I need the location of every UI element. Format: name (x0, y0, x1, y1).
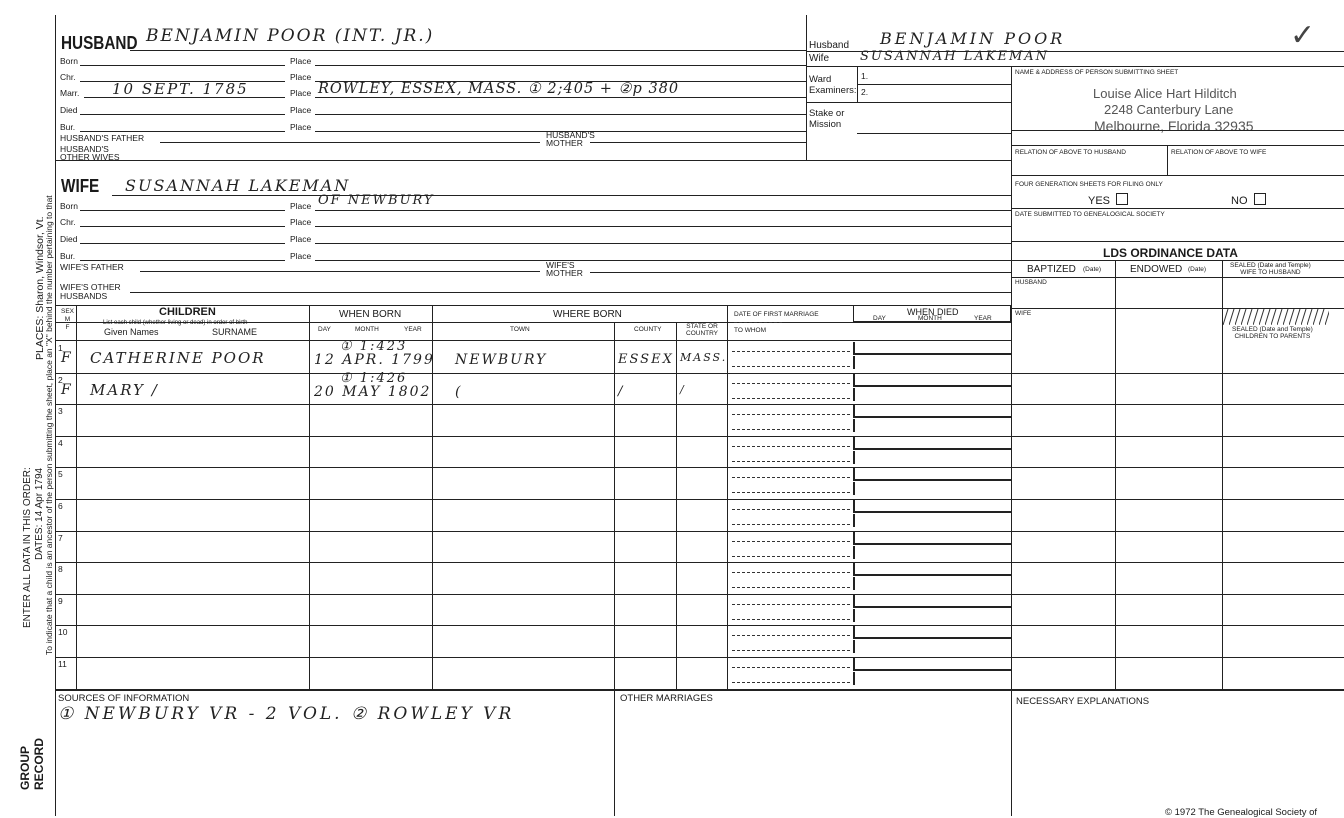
checkmark-icon: ✓ (1290, 18, 1316, 53)
child-name: MARY / (90, 381, 159, 399)
hatched-cell (1223, 309, 1329, 325)
child-row-number: 11 (58, 659, 67, 669)
wife-title: WIFE (61, 176, 100, 196)
child-birth-state: MASS. (680, 351, 728, 364)
yes-checkbox[interactable] (1116, 193, 1128, 205)
child-birth-town: NEWBURY (455, 352, 548, 368)
explanations-label: NECESSARY EXPLANATIONS (1016, 696, 1150, 707)
child-row-number: 9 (58, 596, 63, 606)
died-year-header: YEAR (974, 315, 992, 322)
examiners-label: Examiners: (809, 85, 857, 96)
no-checkbox[interactable] (1254, 193, 1266, 205)
wife-born-place-label: Place (290, 201, 312, 211)
header-husband-name: BENJAMIN POOR (880, 29, 1066, 48)
submitter-name: Louise Alice Hart Hilditch (1093, 86, 1237, 101)
lds-title: LDS ORDINANCE DATA (1103, 246, 1238, 260)
child-birth-date: 20 MAY 1802 (314, 384, 432, 400)
child-row-number: 1 (58, 343, 63, 353)
submitter-city: Melbourne, Florida 32935 (1094, 118, 1254, 134)
yes-label: YES (1088, 195, 1111, 207)
child-birth-town: ( (455, 384, 463, 400)
husband-chr-label: Chr. (60, 72, 76, 82)
no-label: NO (1231, 195, 1248, 207)
sources-text: ① NEWBURY VR - 2 VOL. ② ROWLEY VR (58, 704, 515, 724)
wife-other-husbands-label: WIFE'S OTHER HUSBANDS (60, 282, 121, 301)
relation-wife-label: RELATION OF ABOVE TO WIFE (1171, 149, 1267, 156)
wife-born-place: OF NEWBURY (318, 193, 435, 208)
group-label: GROUP (18, 745, 32, 790)
sealed-children-label: SEALED (Date and Temple) CHILDREN TO PARENTS (1232, 326, 1313, 340)
husband-marr-place-label: Place (290, 88, 312, 98)
stake-label: Stake or Mission (809, 108, 845, 130)
child-name: CATHERINE POOR (90, 349, 266, 367)
side-instruction-places: PLACES: Sharon, Windsor, Vt. (34, 216, 46, 360)
record-label: RECORD (32, 737, 46, 790)
header-wife-name: SUSANNAH LAKEMAN (860, 49, 1050, 64)
when-born-header: WHEN BORN (339, 309, 402, 320)
ward-label: Ward (809, 74, 832, 85)
child-sex: F (61, 382, 73, 398)
wife-chr-place-label: Place (290, 217, 312, 227)
endowed-date-label: (Date) (1188, 266, 1207, 273)
wife-bur-label: Bur. (60, 251, 76, 261)
lds-wife-label: WIFE (1015, 310, 1032, 317)
wife-bur-place-label: Place (290, 251, 312, 261)
examiner-2: 2. (861, 87, 869, 97)
husband-other-wives-label: HUSBAND'S OTHER WIVES (60, 144, 120, 162)
submitter-label: NAME & ADDRESS OF PERSON SUBMITTING SHEET (1015, 69, 1179, 76)
wife-died-place-label: Place (290, 234, 312, 244)
four-gen-label: FOUR GENERATION SHEETS FOR FILING ONLY (1015, 181, 1163, 188)
wife-mother-label: WIFE'S MOTHER (546, 260, 583, 278)
where-born-header: WHERE BORN (553, 309, 622, 320)
to-whom-header: TO WHOM (734, 327, 767, 334)
died-day-header: DAY (873, 315, 886, 322)
child-row-number: 7 (58, 533, 63, 543)
sealed-wife-label: SEALED (Date and Temple) WIFE TO HUSBAND (1230, 262, 1311, 276)
surname-header: SURNAME (212, 327, 258, 337)
child-birth-ref: ① 1:423 (340, 339, 408, 354)
child-birth-state: / (680, 383, 686, 396)
sex-header: SEX M F (61, 308, 75, 331)
lds-husband-label: HUSBAND (1015, 279, 1047, 286)
husband-born-place-label: Place (290, 56, 312, 66)
baptized-label: BAPTIZED (1027, 264, 1076, 275)
child-birth-date: 12 APR. 1799 (314, 352, 435, 368)
child-row-number: 8 (58, 564, 63, 574)
baptized-date-label: (Date) (1083, 266, 1102, 273)
born-day-header: DAY (318, 326, 331, 333)
husband-born-label: Born (60, 56, 78, 66)
side-instruction-ancestor: To indicate that a child is an ancestor of the person submitting the sheet, place an "X" behind the number pertaining to that (44, 195, 54, 655)
child-row-number: 4 (58, 438, 63, 448)
husband-marr-label: Marr. (60, 88, 80, 98)
husband-chr-place-label: Place (290, 72, 312, 82)
husband-title: HUSBAND (61, 33, 138, 53)
header-husband-label: Husband (809, 40, 850, 51)
child-row-number: 6 (58, 501, 63, 511)
relation-husband-label: RELATION OF ABOVE TO HUSBAND (1015, 149, 1126, 156)
child-birth-county: / (618, 384, 625, 399)
husband-died-label: Died (60, 105, 78, 115)
examiner-1: 1. (861, 71, 869, 81)
given-names-header: Given Names (104, 327, 159, 337)
died-month-header: MONTH (918, 315, 942, 322)
submitter-street: 2248 Canterbury Lane (1104, 102, 1234, 117)
when-died-header: WHEN DIED (907, 307, 959, 317)
husband-name: BENJAMIN POOR (INT. JR.) (146, 26, 435, 46)
child-row-number: 2 (58, 375, 63, 385)
side-instruction-enter: ENTER ALL DATA IN THIS ORDER: (22, 467, 33, 628)
county-header: COUNTY (634, 326, 662, 333)
child-birth-county: ESSEX (618, 352, 674, 367)
children-header: CHILDREN (159, 306, 216, 318)
wife-died-label: Died (60, 234, 78, 244)
husband-mother-label: HUSBAND'S MOTHER (546, 130, 595, 148)
town-header: TOWN (510, 326, 530, 333)
side-instruction-dates: DATES: 14 Apr 1794 (34, 467, 45, 560)
marriage-place: ROWLEY, ESSEX, MASS. ① 2;405 + ②p 380 (318, 81, 680, 97)
endowed-label: ENDOWED (1130, 264, 1183, 275)
wife-born-label: Born (60, 201, 78, 211)
marriage-date: 10 SEPT. 1785 (112, 80, 249, 98)
husband-bur-label: Bur. (60, 122, 76, 132)
copyright: © 1972 The Genealogical Society of (1165, 807, 1318, 818)
born-year-header: YEAR (404, 326, 422, 333)
born-month-header: MONTH (355, 326, 379, 333)
husband-bur-place-label: Place (290, 122, 312, 132)
child-sex: F (61, 350, 73, 366)
first-marriage-header: DATE OF FIRST MARRIAGE (734, 311, 819, 318)
state-header: STATE OR COUNTRY (686, 323, 719, 337)
child-row-number: 10 (58, 627, 68, 637)
header-wife-label: Wife (809, 53, 829, 64)
husband-died-place-label: Place (290, 105, 312, 115)
wife-name: SUSANNAH LAKEMAN (125, 176, 351, 195)
child-row-number: 5 (58, 469, 63, 479)
wife-father-label: WIFE'S FATHER (60, 262, 124, 272)
child-row-number: 3 (58, 406, 63, 416)
date-submitted-label: DATE SUBMITTED TO GENEALOGICAL SOCIETY (1015, 211, 1165, 218)
child-birth-ref: ① 1:426 (340, 371, 408, 386)
other-marriages-label: OTHER MARRIAGES (620, 693, 713, 704)
children-subheader: List each child (whether living or dead) in order of birth (103, 320, 248, 326)
sources-label: SOURCES OF INFORMATION (58, 693, 190, 704)
husband-father-label: HUSBAND'S FATHER (60, 133, 145, 143)
wife-chr-label: Chr. (60, 217, 76, 227)
